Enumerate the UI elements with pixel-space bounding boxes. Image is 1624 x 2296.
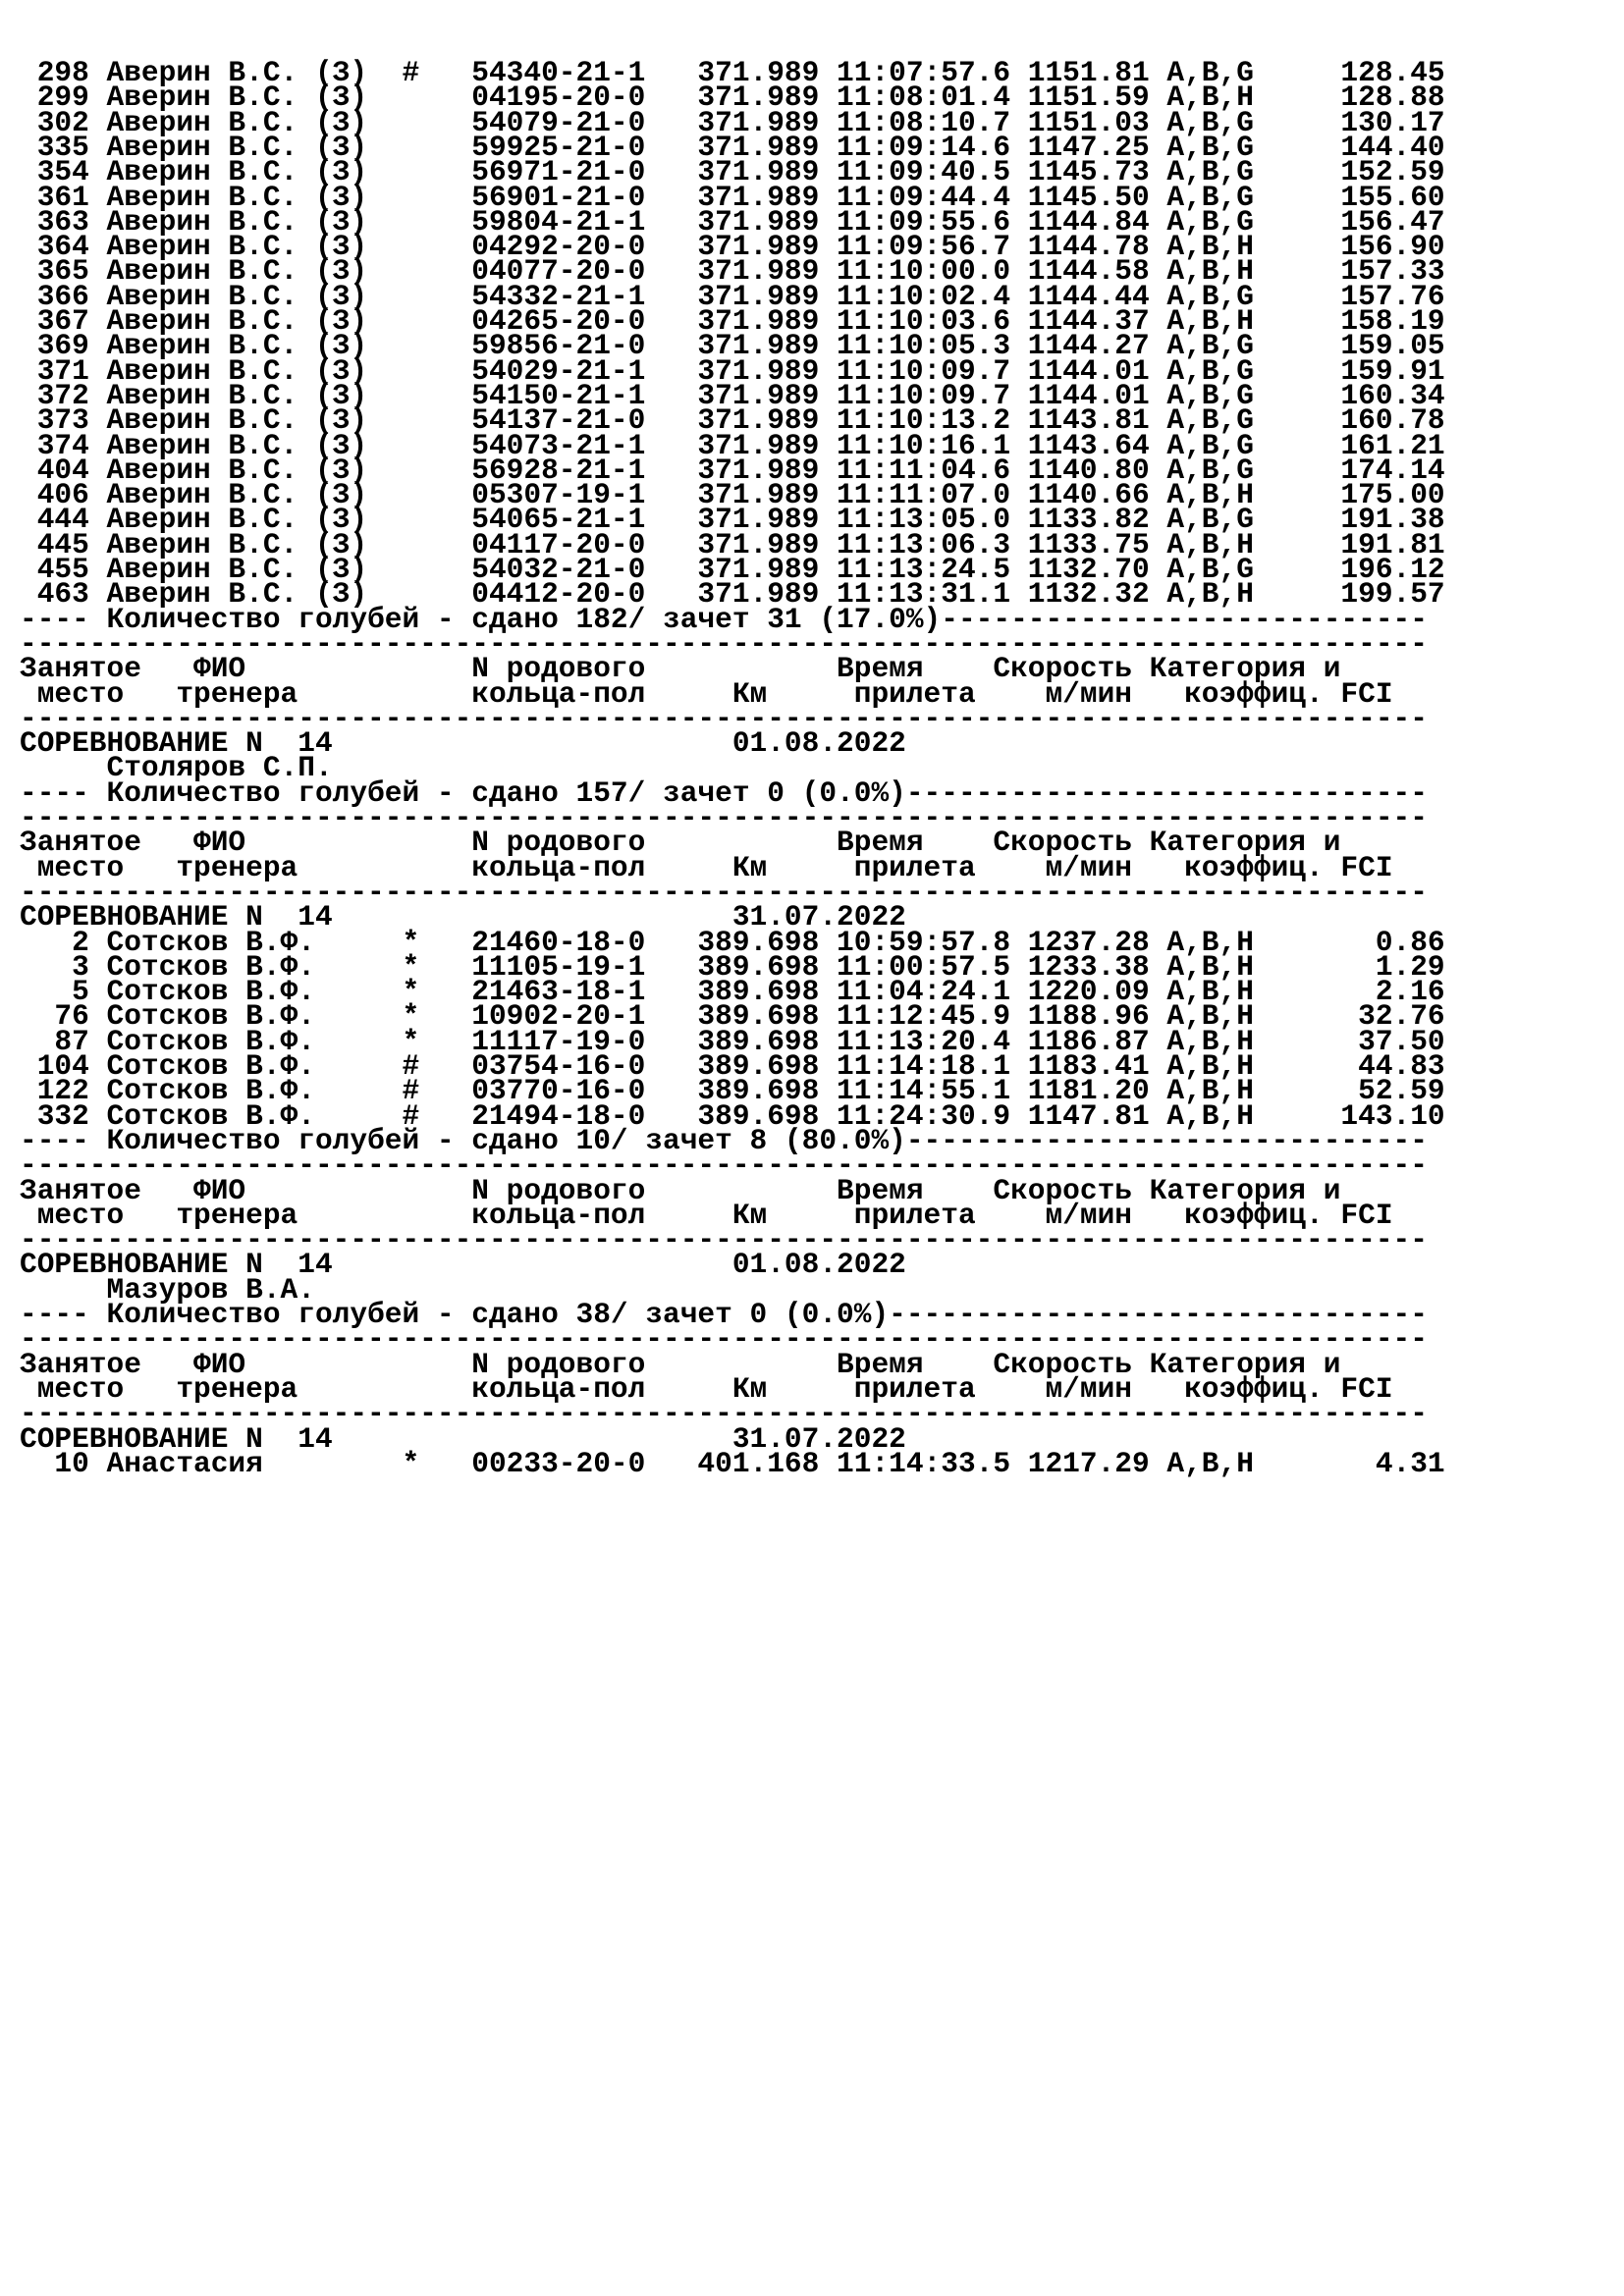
report-line: 122 Сотсков В.Ф. # 03770-16-0 389.698 11:14:55.1 1181.20 A,B,H 52.59: [20, 1074, 1445, 1108]
report-line: 299 Аверин В.С. (З) 04195-20-0 371.989 11:08:01.4 1151.59 A,B,H 128.88: [20, 80, 1445, 115]
report-line: Занятое ФИО N родового Время Скорость Категория и: [20, 826, 1341, 860]
report-line: 374 Аверин В.С. (З) 54073-21-1 371.989 11:10:16.1 1143.64 A,B,G 161.21: [20, 428, 1445, 462]
report-line: ---------------------------------------------------------------------------------: [20, 1397, 1428, 1431]
report-line: 354 Аверин В.С. (З) 56971-21-0 371.989 11:09:40.5 1145.73 A,B,G 152.59: [20, 155, 1445, 189]
report-line: 372 Аверин В.С. (З) 54150-21-1 371.989 11:10:09.7 1144.01 A,B,G 160.34: [20, 378, 1445, 412]
report-line: место тренера кольца-пол Км прилета м/мин коэффиц. FCI: [20, 1371, 1393, 1406]
report-line: СОРЕВНОВАНИЕ N 14 01.08.2022: [20, 726, 906, 761]
report-line: Занятое ФИО N родового Время Скорость Категория и: [20, 1347, 1341, 1381]
report-line: 406 Аверин В.С. (З) 05307-19-1 371.989 11:11:07.0 1140.66 A,B,H 175.00: [20, 478, 1445, 512]
report-line: ---------------------------------------------------------------------------------: [20, 1223, 1428, 1257]
report-line: ---------------------------------------------------------------------------------: [20, 875, 1428, 909]
report-line: ---- Количество голубей - сдано 10/ зачет 8 (80.0%)------------------------------: [20, 1123, 1428, 1157]
report-line: 463 Аверин В.С. (З) 04412-20-0 371.989 11:13:31.1 1132.32 A,B,H 199.57: [20, 577, 1445, 612]
report-line: 444 Аверин В.С. (З) 54065-21-1 371.989 11:13:05.0 1133.82 A,B,G 191.38: [20, 503, 1445, 537]
report-line: место тренера кольца-пол Км прилета м/мин коэффиц. FCI: [20, 676, 1393, 711]
report-line: ---- Количество голубей - сдано 182/ зачет 31 (17.0%)----------------------------: [20, 602, 1428, 636]
report-line: СОРЕВНОВАНИЕ N 14 01.08.2022: [20, 1248, 906, 1282]
report-line: место тренера кольца-пол Км прилета м/мин коэффиц. FCI: [20, 850, 1393, 884]
report-line: 332 Сотсков В.Ф. # 21494-18-0 389.698 11:24:30.9 1147.81 A,B,H 143.10: [20, 1098, 1445, 1133]
report-line: 298 Аверин В.С. (З) # 54340-21-1 371.989 11:07:57.6 1151.81 A,B,G 128.45: [20, 56, 1445, 89]
report-line: 369 Аверин В.С. (З) 59856-21-0 371.989 11:10:05.3 1144.27 A,B,G 159.05: [20, 329, 1445, 363]
report-line: 367 Аверин В.С. (З) 04265-20-0 371.989 11:10:03.6 1144.37 A,B,H 158.19: [20, 304, 1445, 338]
report-line: 76 Сотсков В.Ф. * 10902-20-1 389.698 11:12:45.9 1188.96 A,B,H 32.76: [20, 999, 1445, 1034]
report-line: 2 Сотсков В.Ф. * 21460-18-0 389.698 10:59:57.8 1237.28 A,B,H 0.86: [20, 925, 1445, 959]
report-line: 373 Аверин В.С. (З) 54137-21-0 371.989 11:10:13.2 1143.81 A,B,G 160.78: [20, 403, 1445, 438]
report-line: 371 Аверин В.С. (З) 54029-21-1 371.989 11:10:09.7 1144.01 A,B,G 159.91: [20, 353, 1445, 388]
report-line: ---------------------------------------------------------------------------------: [20, 801, 1428, 834]
report-line: 455 Аверин В.С. (З) 54032-21-0 371.989 11:13:24.5 1132.70 A,B,G 196.12: [20, 553, 1445, 586]
report-line: 104 Сотсков В.Ф. # 03754-16-0 389.698 11:14:18.1 1183.41 A,B,H 44.83: [20, 1049, 1445, 1083]
report-line: 361 Аверин В.С. (З) 56901-21-0 371.989 11:09:44.4 1145.50 A,B,G 155.60: [20, 180, 1445, 214]
report-line: Занятое ФИО N родового Время Скорость Категория и: [20, 652, 1341, 686]
report-line: ---------------------------------------------------------------------------------: [20, 626, 1428, 661]
report-line: 87 Сотсков В.Ф. * 11117-19-0 389.698 11:13:20.4 1186.87 A,B,H 37.50: [20, 1024, 1445, 1058]
report-line: 3 Сотсков В.Ф. * 11105-19-1 389.698 11:00:57.5 1233.38 A,B,H 1.29: [20, 949, 1445, 984]
report-line: 364 Аверин В.С. (З) 04292-20-0 371.989 11:09:56.7 1144.78 A,B,H 156.90: [20, 230, 1445, 264]
report-line: 335 Аверин В.С. (З) 59925-21-0 371.989 11:09:14.6 1147.25 A,B,G 144.40: [20, 130, 1445, 164]
report-line: Мазуров В.А.: [20, 1272, 315, 1307]
report-line: 404 Аверин В.С. (З) 56928-21-1 371.989 11:11:04.6 1140.80 A,B,G 174.14: [20, 453, 1445, 487]
report-line: ---------------------------------------------------------------------------------: [20, 1322, 1428, 1357]
report-line: 10 Анастасия * 00233-20-0 401.168 11:14:33.5 1217.29 A,B,H 4.31: [20, 1446, 1445, 1480]
report-line: СОРЕВНОВАНИЕ N 14 31.07.2022: [20, 900, 906, 934]
report-line: ---- Количество голубей - сдано 157/ зачет 0 (0.0%)------------------------------: [20, 775, 1428, 810]
report-line: 5 Сотсков В.Ф. * 21463-18-1 389.698 11:04:24.1 1220.09 A,B,H 2.16: [20, 975, 1445, 1009]
report-line: Столяров С.П.: [20, 751, 333, 785]
report-line: ---- Количество голубей - сдано 38/ зачет 0 (0.0%)-------------------------------: [20, 1298, 1428, 1331]
report-line: 363 Аверин В.С. (З) 59804-21-1 371.989 11:09:55.6 1144.84 A,B,G 156.47: [20, 204, 1445, 239]
report-line: место тренера кольца-пол Км прилета м/мин коэффиц. FCI: [20, 1198, 1393, 1232]
report-line: Занятое ФИО N родового Время Скорость Категория и: [20, 1173, 1341, 1207]
report-line: ---------------------------------------------------------------------------------: [20, 1148, 1428, 1183]
report-line: 445 Аверин В.С. (З) 04117-20-0 371.989 11:13:06.3 1133.75 A,B,H 191.81: [20, 527, 1445, 561]
report-line: СОРЕВНОВАНИЕ N 14 31.07.2022: [20, 1421, 906, 1456]
report-line: ---------------------------------------------------------------------------------: [20, 701, 1428, 735]
report-line: 366 Аверин В.С. (З) 54332-21-1 371.989 11:10:02.4 1144.44 A,B,G 157.76: [20, 279, 1445, 313]
report-line: 302 Аверин В.С. (З) 54079-21-0 371.989 11:08:10.7 1151.03 A,B,G 130.17: [20, 105, 1445, 139]
report-line: 365 Аверин В.С. (З) 04077-20-0 371.989 11:10:00.0 1144.58 A,B,H 157.33: [20, 254, 1445, 289]
